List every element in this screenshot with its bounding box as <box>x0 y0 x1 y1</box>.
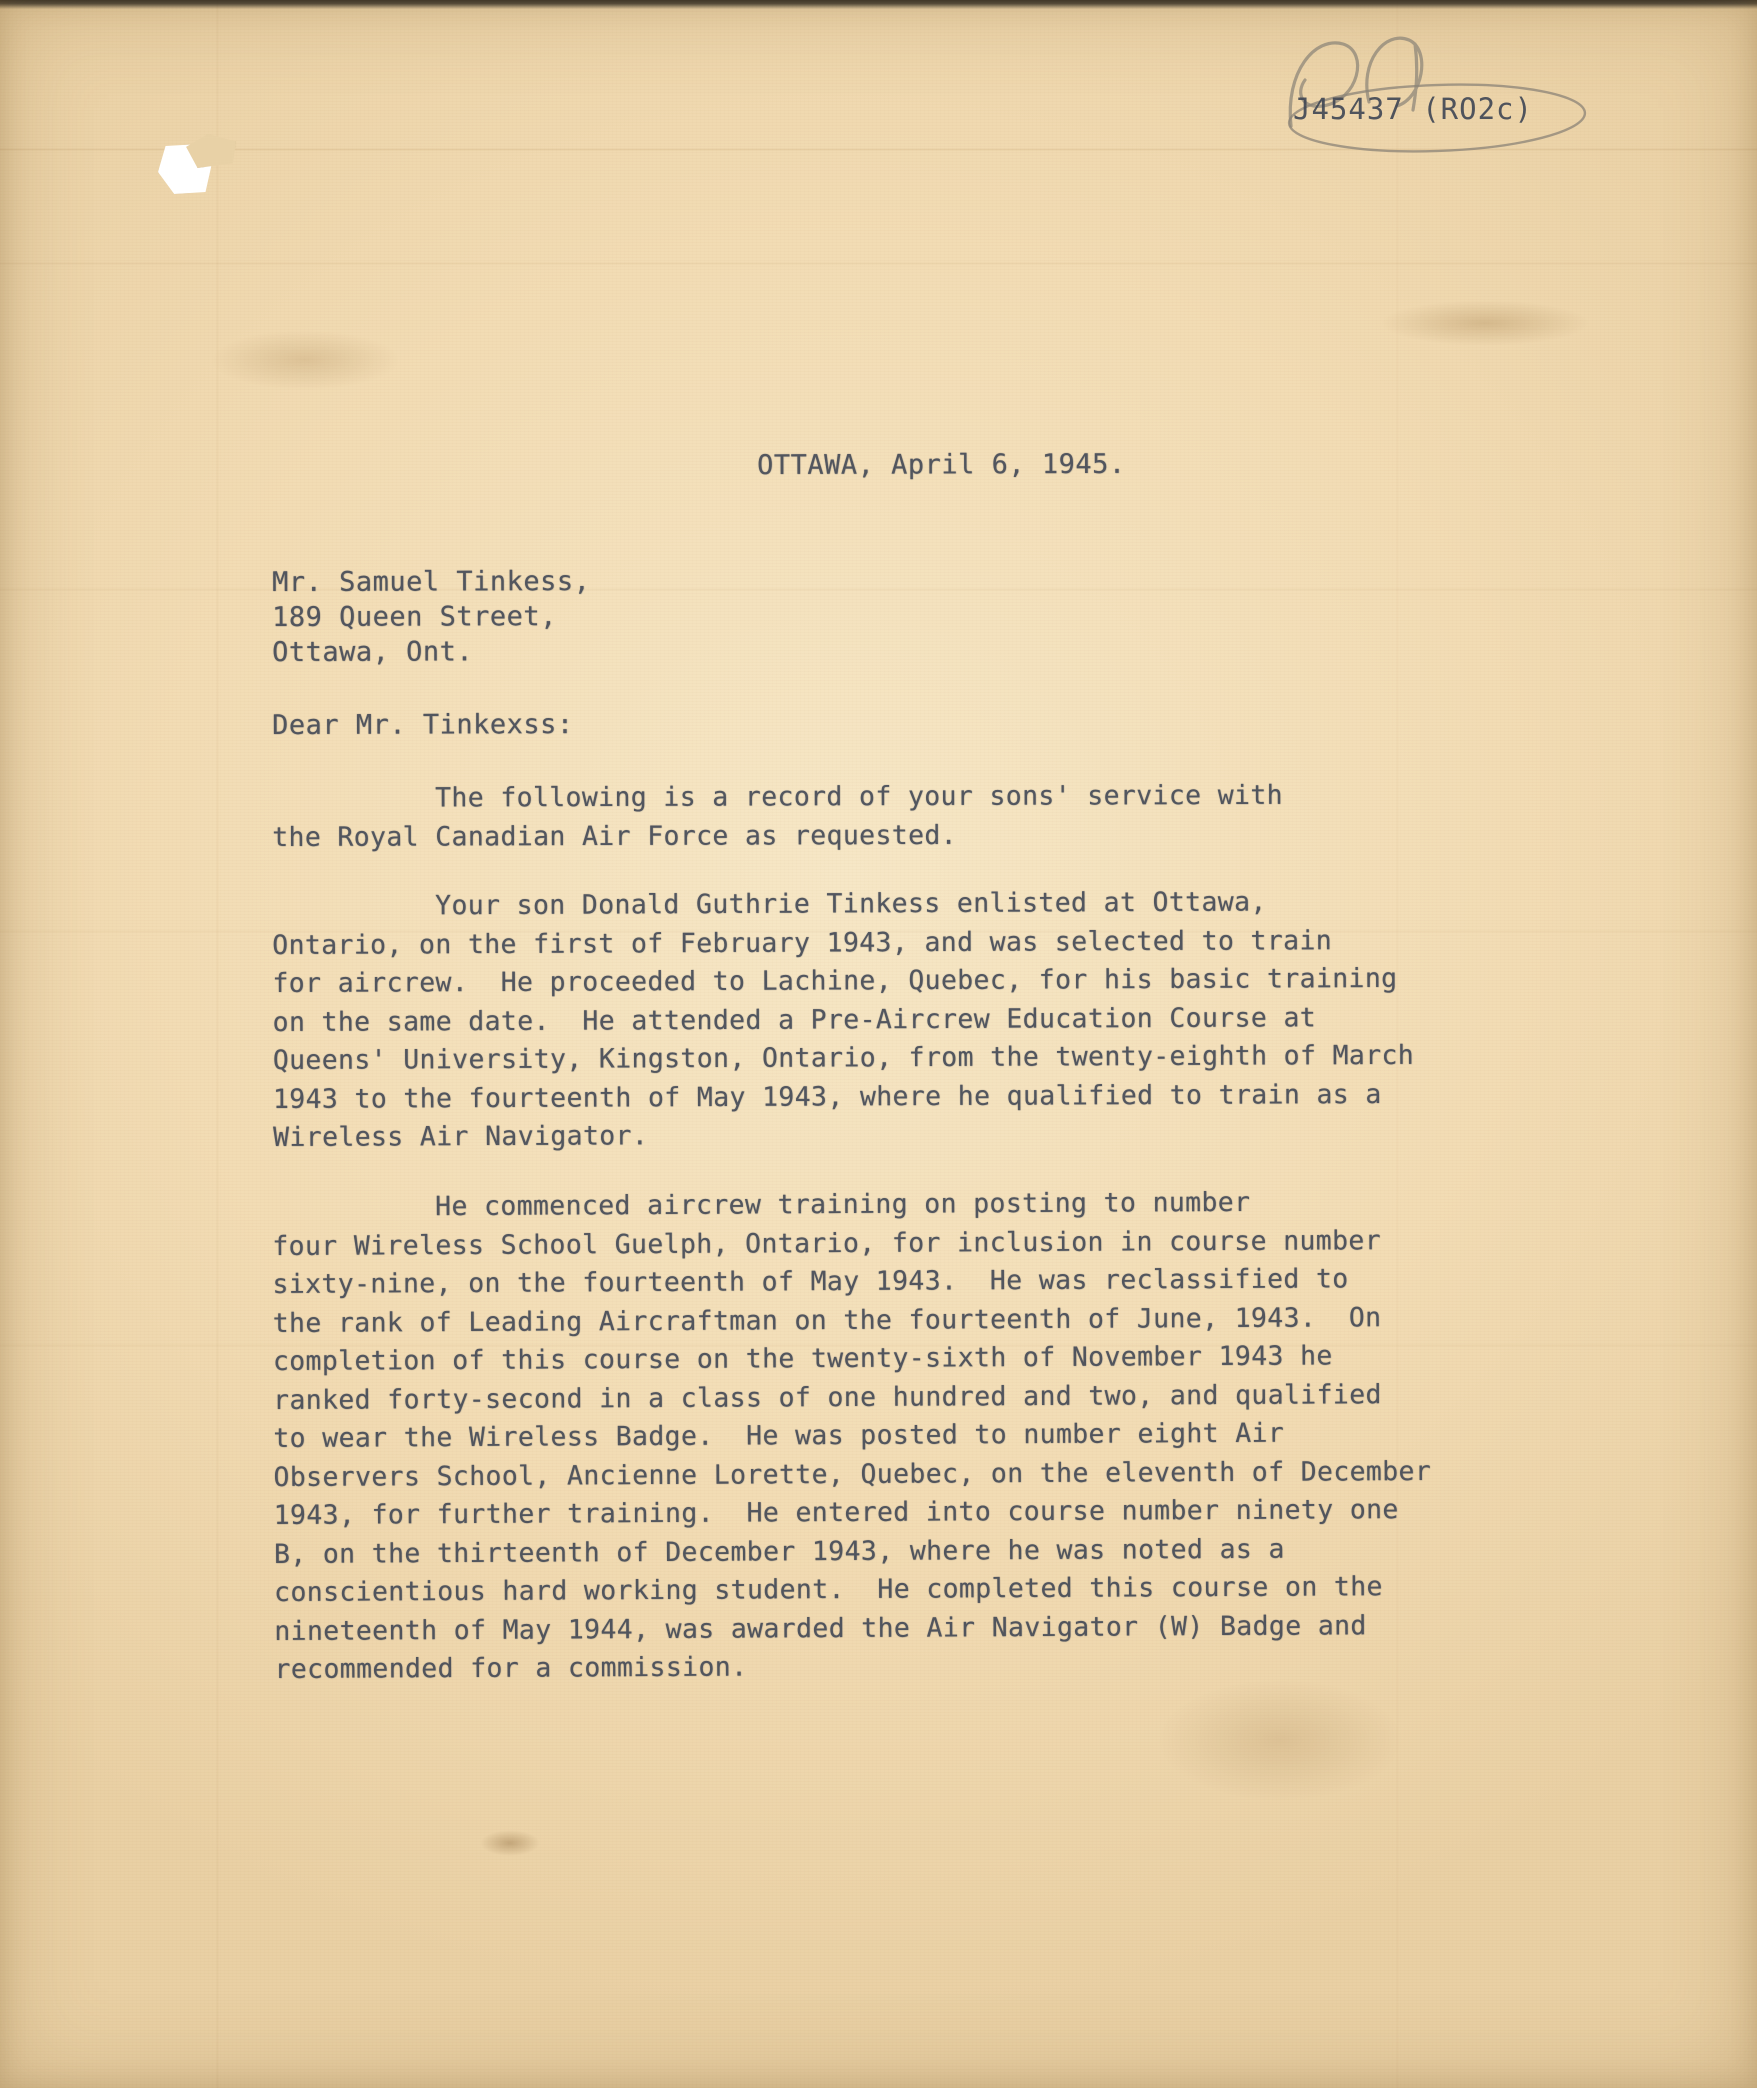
paragraph-2: Your son Donald Guthrie Tinkess enlisted at Ottawa, Ontario, on the first of February 1943, and was selected to train for aircrew. He proceeded to Lachine, Quebec, for his basic training on the same date. He attended a Pre-Aircrew Education Course at Queens' University, Kingston, Ontario, from the twenty-eighth of March 1943 to the fourteenth of May 1943, where he qualified to train as a Wireless Air Navigator. <box>272 886 1415 1153</box>
page-top-edge-shadow <box>0 0 1757 9</box>
paper-stain <box>480 1830 540 1856</box>
fold-line-horizontal <box>0 262 1757 265</box>
fold-line-horizontal <box>0 588 1757 591</box>
dateline: OTTAWA, April 6, 1945. <box>757 448 1126 481</box>
archival-reference-number: J45437 (RO2c) <box>1293 92 1533 126</box>
paper-stain <box>1380 300 1590 346</box>
salutation: Dear Mr. Tinkexss: <box>272 709 574 741</box>
pencil-circle-icon <box>1219 14 1639 154</box>
recipient-address-line-3: Ottawa, Ont. <box>272 636 474 668</box>
paragraph-1: The following is a record of your sons' service with the Royal Canadian Air Force as requested. <box>272 779 1283 853</box>
paragraph-3: He commenced aircrew training on posting to number four Wireless School Guelph, Ontario, for inclusion in course number sixty-nine, on the fourteenth of May 1943. He was reclassified to the rank of Leading Aircraftman on the fourteenth of June, 1943. On completion of this course on the twenty-sixth of November 1943 he ranked forty-second in a class of one hundred and two, and qualified to wear the Wireless Badge. He was posted to number eight Air Observers School, Ancienne Lorette, Quebec, on the eleventh of December 1943, for further training. He entered into course number ninety one B, on the thirteenth of December 1943, where he was noted as a conscientious hard working student. He completed this course on the nineteenth of May 1944, was awarded the Air Navigator (W) Badge and recommended for a commission. <box>272 1186 1432 1685</box>
letter-body <box>272 780 1522 1720</box>
recipient-address-line-2: 189 Queen Street, <box>272 601 557 633</box>
recipient-address-line-1: Mr. Samuel Tinkess, <box>272 565 591 598</box>
archival-annotation <box>1219 14 1639 154</box>
fold-line-vertical <box>216 0 219 2088</box>
paper-stain <box>210 330 400 390</box>
paper-tear-hole <box>150 118 260 208</box>
